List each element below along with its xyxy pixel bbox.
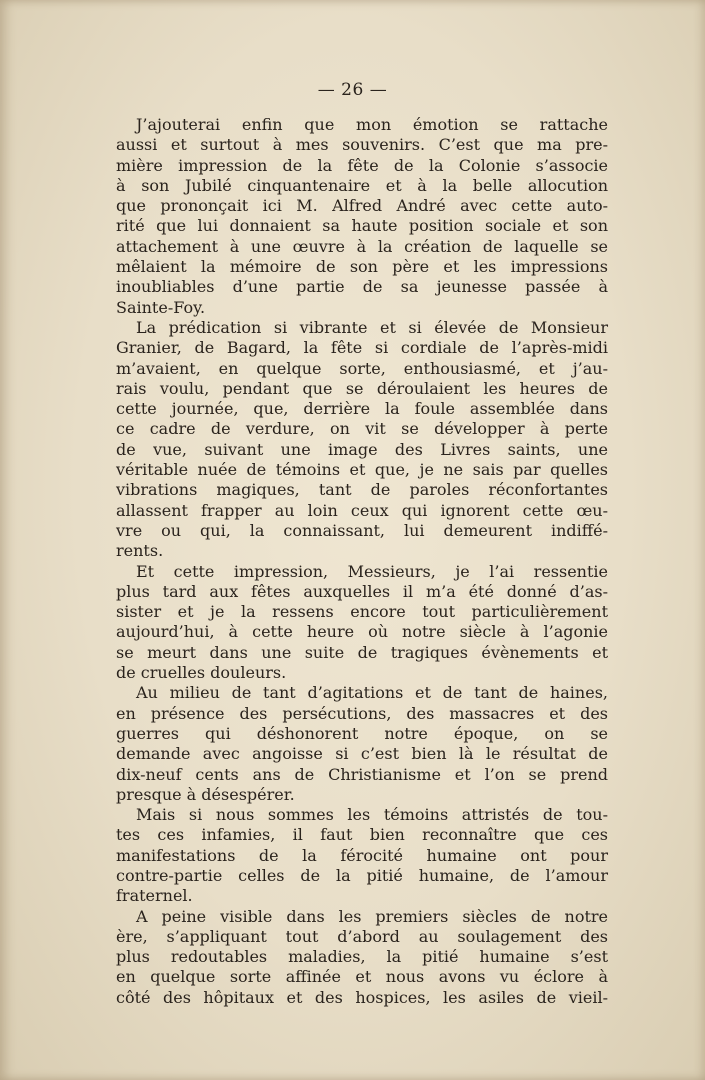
text-line: plus redoutables maladies, la pitié humaine s’est <box>116 947 608 967</box>
text-line: La prédication si vibrante et si élevée de Monsieur <box>136 317 608 337</box>
text-line: J’ajouterai enfin que mon émotion se rattache <box>136 115 608 134</box>
text-line: guerres qui déshonorent notre époque, on se <box>116 723 608 743</box>
text-line: se meurt dans une suite de tragiques évènements et <box>116 642 608 662</box>
text-line: à son Jubilé cinquantenaire et à la belle allocution <box>116 175 608 195</box>
text-line: aussi et surtout à mes souvenirs. C’est que ma pre- <box>116 135 608 155</box>
text-line: inoubliables d’une partie de sa jeunesse passée à <box>116 277 608 297</box>
text-line: rité que lui donnaient sa haute position sociale et son <box>116 216 608 236</box>
text-line: Mais si nous sommes les témoins attristés de tou- <box>136 805 608 825</box>
text-line: plus tard aux fêtes auxquelles il m’a été donné d’as- <box>116 581 608 601</box>
text-line: presque à désespérer. <box>116 784 295 804</box>
text-line: tes ces infamies, il faut bien reconnaître que ces <box>116 825 608 845</box>
text-line: aujourd’hui, à cette heure où notre siècle à l’agonie <box>116 622 608 642</box>
text-line: Granier, de Bagard, la fête si cordiale de l’après-midi <box>116 338 608 358</box>
text-line: mière impression de la fête de la Colonie s’associe <box>116 155 608 175</box>
body-text <box>116 115 608 1008</box>
text-line: cette journée, que, derrière la foule assemblée dans <box>116 399 608 419</box>
text-line: Au milieu de tant d’agitations et de tant de haines, <box>136 683 608 703</box>
text-line: vibrations magiques, tant de paroles réconfortantes <box>116 480 608 500</box>
text-line: de vue, suivant une image des Livres saints, une <box>116 439 608 459</box>
text-line: A peine visible dans les premiers siècles de notre <box>136 906 608 926</box>
text-line: de cruelles douleurs. <box>116 663 287 683</box>
text-line: Et cette impression, Messieurs, je l’ai ressentie <box>136 561 608 581</box>
text-line: côté des hôpitaux et des hospices, les asiles de vieil- <box>116 987 608 1007</box>
text-line: attachement à une œuvre à la création de laquelle se <box>116 236 608 256</box>
text-line: allassent frapper au loin ceux qui ignorent cette œu- <box>116 500 608 520</box>
text-line: m’avaient, en quelque sorte, enthousiasmé, et j’au- <box>116 358 608 378</box>
text-line: mêlaient la mémoire de son père et les impressions <box>116 257 608 277</box>
text-line: dix-neuf cents ans de Christianisme et l’on se prend <box>116 764 608 784</box>
text-line: contre-partie celles de la pitié humaine, de l’amour <box>116 865 608 885</box>
text-line: manifestations de la férocité humaine ont pour <box>116 845 608 865</box>
text-line: vre ou qui, la connaissant, lui demeurent indiffé- <box>116 520 608 540</box>
text-line: en présence des persécutions, des massacres et des <box>116 703 608 723</box>
text-line: en quelque sorte affinée et nous avons vu éclore à <box>116 967 608 987</box>
text-line: ère, s’appliquant tout d’abord au soulagement des <box>116 926 608 946</box>
text-line: demande avec angoisse si c’est bien là le résultat de <box>116 744 608 764</box>
text-line: Sainte-Foy. <box>116 297 206 317</box>
page-number: — 26 — <box>317 80 388 100</box>
text-line: rents. <box>116 541 164 561</box>
text-line: véritable nuée de témoins et que, je ne sais par quelles <box>116 460 608 480</box>
text-line: que prononçait ici M. Alfred André avec cette auto- <box>116 196 608 216</box>
text-line: ce cadre de verdure, on vit se développer à perte <box>116 419 608 439</box>
text-line: sister et je la ressens encore tout particulièrement <box>116 602 608 622</box>
text-line: rais voulu, pendant que se déroulaient les heures de <box>116 378 608 398</box>
text-line: fraternel. <box>116 886 193 906</box>
